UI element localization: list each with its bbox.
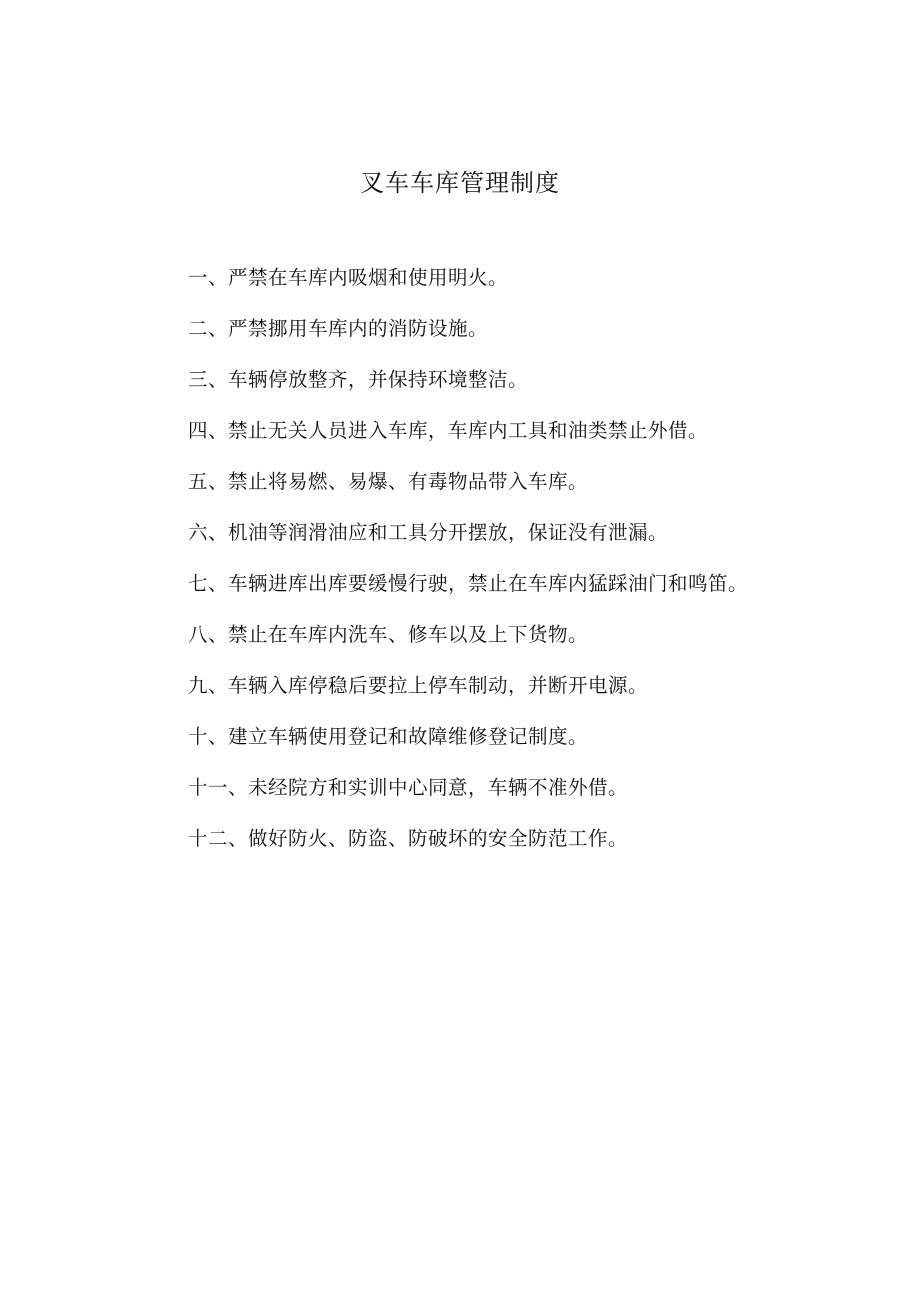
rule-item: 十一、未经院方和实训中心同意，车辆不准外借。 bbox=[188, 776, 629, 799]
rule-item: 十二、做好防火、防盗、防破坏的安全防范工作。 bbox=[188, 827, 629, 850]
rule-item: 三、车辆停放整齐，并保持环境整洁。 bbox=[188, 368, 529, 391]
rule-item: 五、禁止将易燃、易爆、有毒物品带入车库。 bbox=[188, 470, 589, 493]
rule-item: 四、禁止无关人员进入车库，车库内工具和油类禁止外借。 bbox=[188, 419, 709, 442]
document-title: 叉车车库管理制度 bbox=[360, 169, 560, 197]
rule-item: 八、禁止在车库内洗车、修车以及上下货物。 bbox=[188, 623, 589, 646]
rule-item: 一、严禁在车库内吸烟和使用明火。 bbox=[188, 266, 509, 289]
rules-list bbox=[140, 252, 810, 864]
rule-item: 六、机油等润滑油应和工具分开摆放，保证没有泄漏。 bbox=[188, 521, 669, 544]
rule-item: 九、车辆入库停稳后要拉上停车制动，并断开电源。 bbox=[188, 674, 649, 697]
rule-item: 七、车辆进库出库要缓慢行驶，禁止在车库内猛踩油门和鸣笛。 bbox=[188, 572, 749, 595]
rule-item: 二、严禁挪用车库内的消防设施。 bbox=[188, 317, 489, 340]
rule-item: 十、建立车辆使用登记和故障维修登记制度。 bbox=[188, 725, 589, 748]
